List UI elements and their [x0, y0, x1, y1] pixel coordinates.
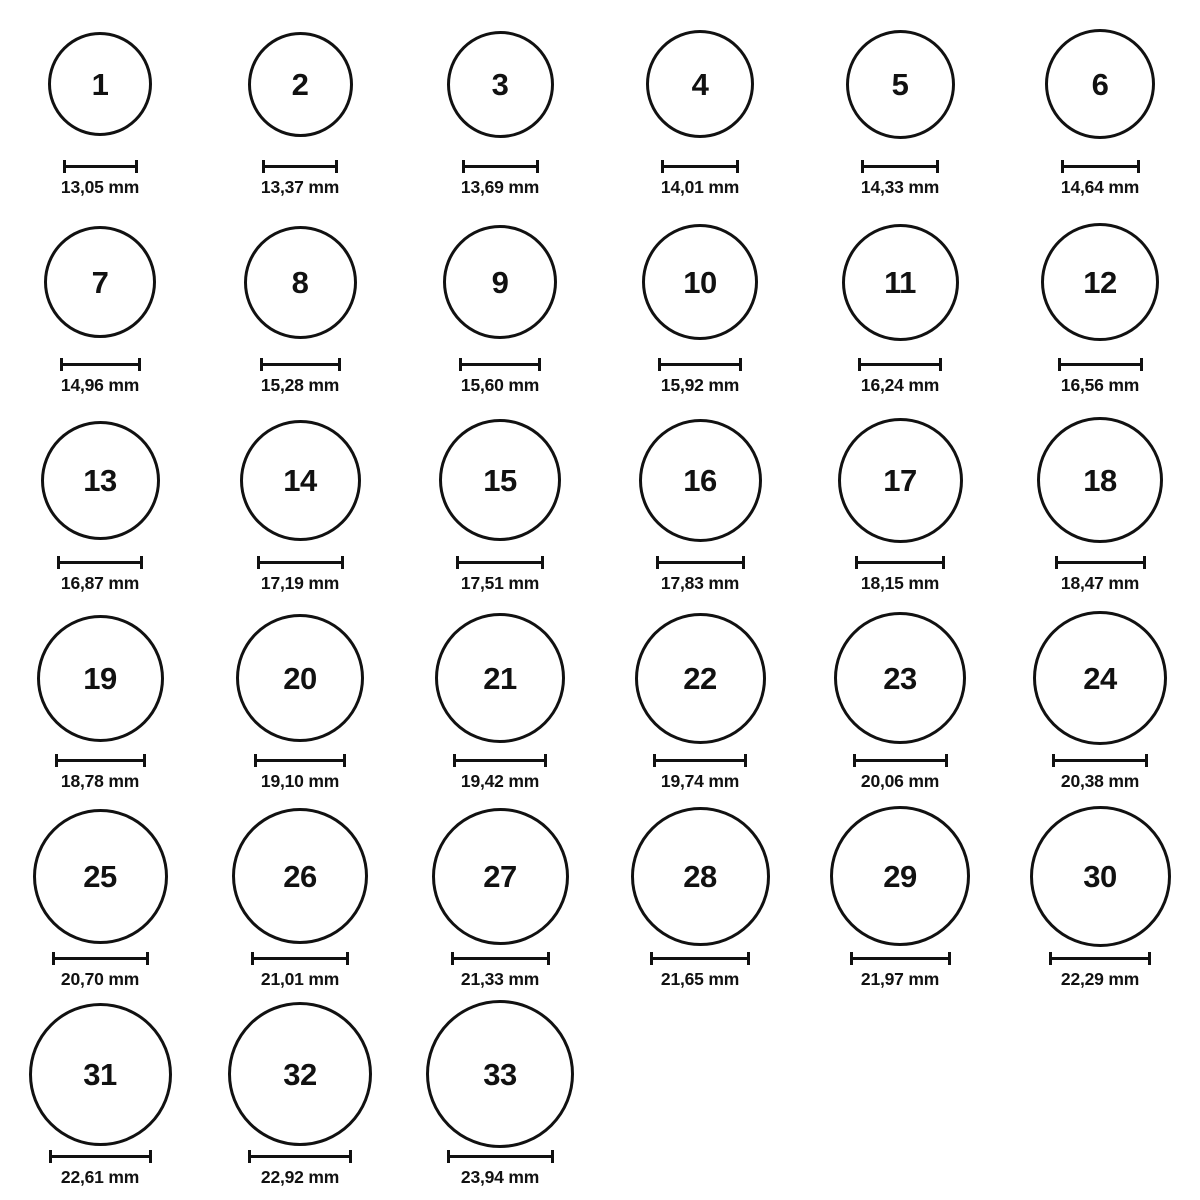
ring-circle-wrap — [29, 1000, 172, 1148]
ring-circle — [447, 31, 554, 138]
ring-diameter-label: 18,78 mm — [60, 771, 140, 791]
ring-circle — [236, 614, 364, 742]
ring-circle — [240, 420, 361, 541]
ring-diameter-label: 16,56 mm — [1060, 375, 1140, 395]
caliper-icon — [447, 1150, 554, 1162]
ring-size-cell — [1000, 404, 1200, 602]
ring-size-cell — [600, 602, 800, 800]
ring-diameter-label: 17,83 mm — [660, 573, 740, 593]
ring-size-cell — [400, 602, 600, 800]
ring-size-number: 23 — [883, 660, 917, 696]
ring-diameter-label: 15,60 mm — [460, 375, 540, 395]
caliper-icon — [57, 556, 143, 568]
ring-circle — [1041, 223, 1159, 341]
ring-size-cell — [200, 602, 400, 800]
ring-size-cell — [0, 206, 200, 404]
caliper-icon — [248, 1150, 352, 1162]
caliper-icon — [262, 160, 338, 172]
ring-size-cell — [1000, 800, 1200, 998]
caliper-icon — [55, 754, 146, 766]
ring-circle-wrap — [646, 10, 754, 158]
ring-circle — [1033, 611, 1167, 745]
ring-circle — [426, 1000, 574, 1148]
ring-diameter-label: 16,24 mm — [860, 375, 940, 395]
caliper-icon — [49, 1150, 152, 1162]
ring-size-number: 4 — [691, 66, 709, 102]
ring-circle — [29, 1003, 172, 1146]
caliper-icon — [453, 754, 547, 766]
ring-circle-wrap — [44, 208, 156, 356]
ring-measurement — [453, 754, 547, 792]
caliper-icon — [858, 358, 942, 370]
caliper-icon — [861, 160, 939, 172]
ring-circle-wrap — [834, 604, 966, 752]
ring-size-number: 29 — [883, 858, 917, 894]
caliper-icon — [451, 952, 550, 964]
ring-circle — [646, 30, 754, 138]
ring-measurement — [55, 754, 146, 792]
caliper-icon — [1061, 160, 1140, 172]
ring-size-cell — [0, 602, 200, 800]
ring-measurement — [1061, 160, 1140, 198]
ring-circle — [842, 224, 959, 341]
caliper-icon — [661, 160, 739, 172]
ring-diameter-label: 22,29 mm — [1060, 969, 1140, 989]
ring-measurement — [1058, 358, 1143, 396]
caliper-icon — [52, 952, 149, 964]
ring-circle — [838, 418, 963, 543]
ring-circle — [631, 807, 770, 946]
ring-size-number: 5 — [891, 66, 909, 102]
ring-circle — [1037, 417, 1163, 543]
ring-circle-wrap — [228, 1000, 372, 1148]
ring-diameter-label: 19,74 mm — [660, 771, 740, 791]
ring-circle-wrap — [236, 604, 364, 752]
ring-circle-wrap — [1037, 406, 1163, 554]
ring-measurement — [1055, 556, 1146, 594]
ring-circle-wrap — [240, 406, 361, 554]
ring-size-number: 8 — [291, 264, 309, 300]
ring-circle — [642, 224, 758, 340]
ring-measurement — [456, 556, 544, 594]
ring-size-number: 7 — [91, 264, 109, 300]
ring-diameter-label: 15,28 mm — [260, 375, 340, 395]
ring-size-cell — [1000, 602, 1200, 800]
ring-circle-wrap — [1030, 802, 1171, 950]
ring-measurement — [52, 952, 149, 990]
caliper-icon — [658, 358, 742, 370]
caliper-icon — [850, 952, 951, 964]
caliper-icon — [60, 358, 141, 370]
caliper-icon — [254, 754, 346, 766]
ring-size-cell — [1000, 8, 1200, 206]
ring-size-cell — [0, 998, 200, 1196]
ring-size-cell — [200, 800, 400, 998]
ring-circle-wrap — [639, 406, 762, 554]
ring-measurement — [653, 754, 747, 792]
ring-measurement — [658, 358, 742, 396]
ring-size-number: 18 — [1083, 462, 1117, 498]
ring-diameter-label: 19,10 mm — [260, 771, 340, 791]
ring-diameter-label: 20,06 mm — [860, 771, 940, 791]
ring-circle — [435, 613, 565, 743]
ring-measurement — [1052, 754, 1148, 792]
ring-size-cell — [600, 8, 800, 206]
ring-circle-wrap — [631, 802, 770, 950]
ring-diameter-label: 19,42 mm — [460, 771, 540, 791]
ring-circle-wrap — [443, 208, 557, 356]
ring-diameter-label: 23,94 mm — [460, 1167, 540, 1187]
ring-circle — [1045, 29, 1155, 139]
ring-circle — [1030, 806, 1171, 947]
ring-measurement — [261, 160, 339, 198]
ring-size-number: 3 — [491, 66, 509, 102]
ring-size-number: 28 — [683, 858, 717, 894]
ring-measurement — [57, 556, 143, 594]
ring-diameter-label: 18,47 mm — [1060, 573, 1140, 593]
ring-circle — [232, 808, 368, 944]
ring-size-cell — [0, 800, 200, 998]
ring-circle-wrap — [830, 802, 970, 950]
caliper-icon — [462, 160, 539, 172]
ring-circle-wrap — [635, 604, 766, 752]
ring-measurement — [257, 556, 344, 594]
ring-size-number: 14 — [283, 462, 317, 498]
ring-measurement — [60, 358, 141, 396]
ring-diameter-label: 22,92 mm — [260, 1167, 340, 1187]
ring-circle-wrap — [1045, 10, 1155, 158]
ring-size-cell — [800, 404, 1000, 602]
ring-measurement — [61, 160, 139, 198]
ring-diameter-label: 21,01 mm — [260, 969, 340, 989]
ring-size-cell — [200, 998, 400, 1196]
ring-size-number: 21 — [483, 660, 517, 696]
caliper-icon — [251, 952, 349, 964]
ring-measurement — [251, 952, 349, 990]
ring-size-cell — [0, 8, 200, 206]
ring-diameter-label: 13,69 mm — [460, 177, 540, 197]
ring-circle-wrap — [642, 208, 758, 356]
ring-measurement — [260, 358, 341, 396]
ring-size-cell — [400, 8, 600, 206]
ring-measurement — [861, 160, 939, 198]
caliper-icon — [456, 556, 544, 568]
ring-size-cell — [800, 602, 1000, 800]
ring-circle — [432, 808, 569, 945]
ring-diameter-label: 22,61 mm — [60, 1167, 140, 1187]
ring-circle — [639, 419, 762, 542]
ring-measurement — [1049, 952, 1151, 990]
ring-diameter-label: 13,37 mm — [260, 177, 340, 197]
caliper-icon — [1052, 754, 1148, 766]
ring-circle — [41, 421, 160, 540]
ring-diameter-label: 21,65 mm — [660, 969, 740, 989]
ring-measurement — [461, 160, 539, 198]
ring-diameter-label: 21,33 mm — [460, 969, 540, 989]
ring-circle-wrap — [232, 802, 368, 950]
ring-circle — [244, 226, 357, 339]
ring-size-number: 27 — [483, 858, 517, 894]
ring-measurement — [248, 1150, 352, 1188]
caliper-icon — [656, 556, 745, 568]
caliper-icon — [1055, 556, 1146, 568]
ring-circle-wrap — [435, 604, 565, 752]
ring-circle-wrap — [846, 10, 955, 158]
ring-size-cell — [200, 206, 400, 404]
ring-diameter-label: 17,51 mm — [460, 573, 540, 593]
ring-measurement — [661, 160, 739, 198]
ring-circle-wrap — [1033, 604, 1167, 752]
ring-circle-wrap — [41, 406, 160, 554]
ring-circle — [439, 419, 561, 541]
ring-size-cell — [200, 404, 400, 602]
ring-diameter-label: 14,01 mm — [660, 177, 740, 197]
ring-circle-wrap — [447, 10, 554, 158]
ring-measurement — [850, 952, 951, 990]
ring-circle — [228, 1002, 372, 1146]
ring-size-number: 30 — [1083, 858, 1117, 894]
caliper-icon — [855, 556, 945, 568]
ring-circle-wrap — [1041, 208, 1159, 356]
ring-size-number: 24 — [1083, 660, 1117, 696]
caliper-icon — [1058, 358, 1143, 370]
ring-diameter-label: 20,70 mm — [60, 969, 140, 989]
ring-size-number: 1 — [91, 66, 109, 102]
ring-circle-wrap — [842, 208, 959, 356]
ring-size-number: 25 — [83, 858, 117, 894]
ring-size-cell — [600, 206, 800, 404]
ring-size-cell — [400, 206, 600, 404]
ring-circle-wrap — [838, 406, 963, 554]
ring-size-number: 9 — [491, 264, 509, 300]
ring-circle — [33, 809, 168, 944]
ring-measurement — [254, 754, 346, 792]
ring-size-cell — [400, 800, 600, 998]
ring-size-number: 15 — [483, 462, 517, 498]
ring-size-number: 10 — [683, 264, 717, 300]
ring-circle — [846, 30, 955, 139]
ring-measurement — [49, 1150, 152, 1188]
ring-measurement — [451, 952, 550, 990]
ring-diameter-label: 20,38 mm — [1060, 771, 1140, 791]
ring-circle-wrap — [33, 802, 168, 950]
ring-size-number: 33 — [483, 1056, 517, 1092]
ring-circle — [443, 225, 557, 339]
ring-size-number: 31 — [83, 1056, 117, 1092]
ring-size-cell — [400, 404, 600, 602]
ring-size-number: 13 — [83, 462, 117, 498]
ring-size-number: 20 — [283, 660, 317, 696]
ring-size-cell — [800, 8, 1000, 206]
ring-circle — [48, 32, 152, 136]
ring-size-number: 22 — [683, 660, 717, 696]
caliper-icon — [63, 160, 138, 172]
ring-measurement — [447, 1150, 554, 1188]
ring-circle-wrap — [48, 10, 152, 158]
ring-diameter-label: 14,33 mm — [860, 177, 940, 197]
ring-circle-wrap — [248, 10, 353, 158]
ring-diameter-label: 14,96 mm — [60, 375, 140, 395]
ring-size-number: 17 — [883, 462, 917, 498]
ring-measurement — [459, 358, 541, 396]
ring-size-cell — [800, 800, 1000, 998]
ring-diameter-label: 17,19 mm — [260, 573, 340, 593]
caliper-icon — [650, 952, 750, 964]
ring-diameter-label: 14,64 mm — [1060, 177, 1140, 197]
ring-size-cell — [0, 404, 200, 602]
ring-circle — [834, 612, 966, 744]
ring-circle-wrap — [426, 1000, 574, 1148]
caliper-icon — [853, 754, 948, 766]
caliper-icon — [653, 754, 747, 766]
ring-circle-wrap — [37, 604, 164, 752]
ring-size-cell — [400, 998, 600, 1196]
ring-circle-wrap — [244, 208, 357, 356]
ring-size-cell — [600, 404, 800, 602]
ring-size-number: 2 — [291, 66, 309, 102]
caliper-icon — [257, 556, 344, 568]
ring-size-cell — [800, 206, 1000, 404]
ring-measurement — [656, 556, 745, 594]
ring-measurement — [858, 358, 942, 396]
ring-diameter-label: 15,92 mm — [660, 375, 740, 395]
ring-circle-wrap — [432, 802, 569, 950]
ring-size-cell — [200, 8, 400, 206]
ring-circle — [248, 32, 353, 137]
ring-size-number: 12 — [1083, 264, 1117, 300]
ring-circle — [635, 613, 766, 744]
ring-diameter-label: 21,97 mm — [860, 969, 940, 989]
ring-size-cell — [1000, 206, 1200, 404]
caliper-icon — [459, 358, 541, 370]
ring-diameter-label: 18,15 mm — [860, 573, 940, 593]
ring-size-cell — [600, 800, 800, 998]
ring-circle — [830, 806, 970, 946]
ring-circle — [44, 226, 156, 338]
ring-size-number: 16 — [683, 462, 717, 498]
ring-diameter-label: 13,05 mm — [60, 177, 140, 197]
ring-size-number: 26 — [283, 858, 317, 894]
ring-size-number: 11 — [884, 264, 916, 300]
ring-size-number: 6 — [1091, 66, 1109, 102]
ring-measurement — [855, 556, 945, 594]
ring-size-number: 19 — [83, 660, 117, 696]
ring-diameter-label: 16,87 mm — [60, 573, 140, 593]
caliper-icon — [260, 358, 341, 370]
ring-circle-wrap — [439, 406, 561, 554]
ring-size-number: 32 — [283, 1056, 317, 1092]
caliper-icon — [1049, 952, 1151, 964]
ring-measurement — [650, 952, 750, 990]
ring-measurement — [853, 754, 948, 792]
ring-circle — [37, 615, 164, 742]
